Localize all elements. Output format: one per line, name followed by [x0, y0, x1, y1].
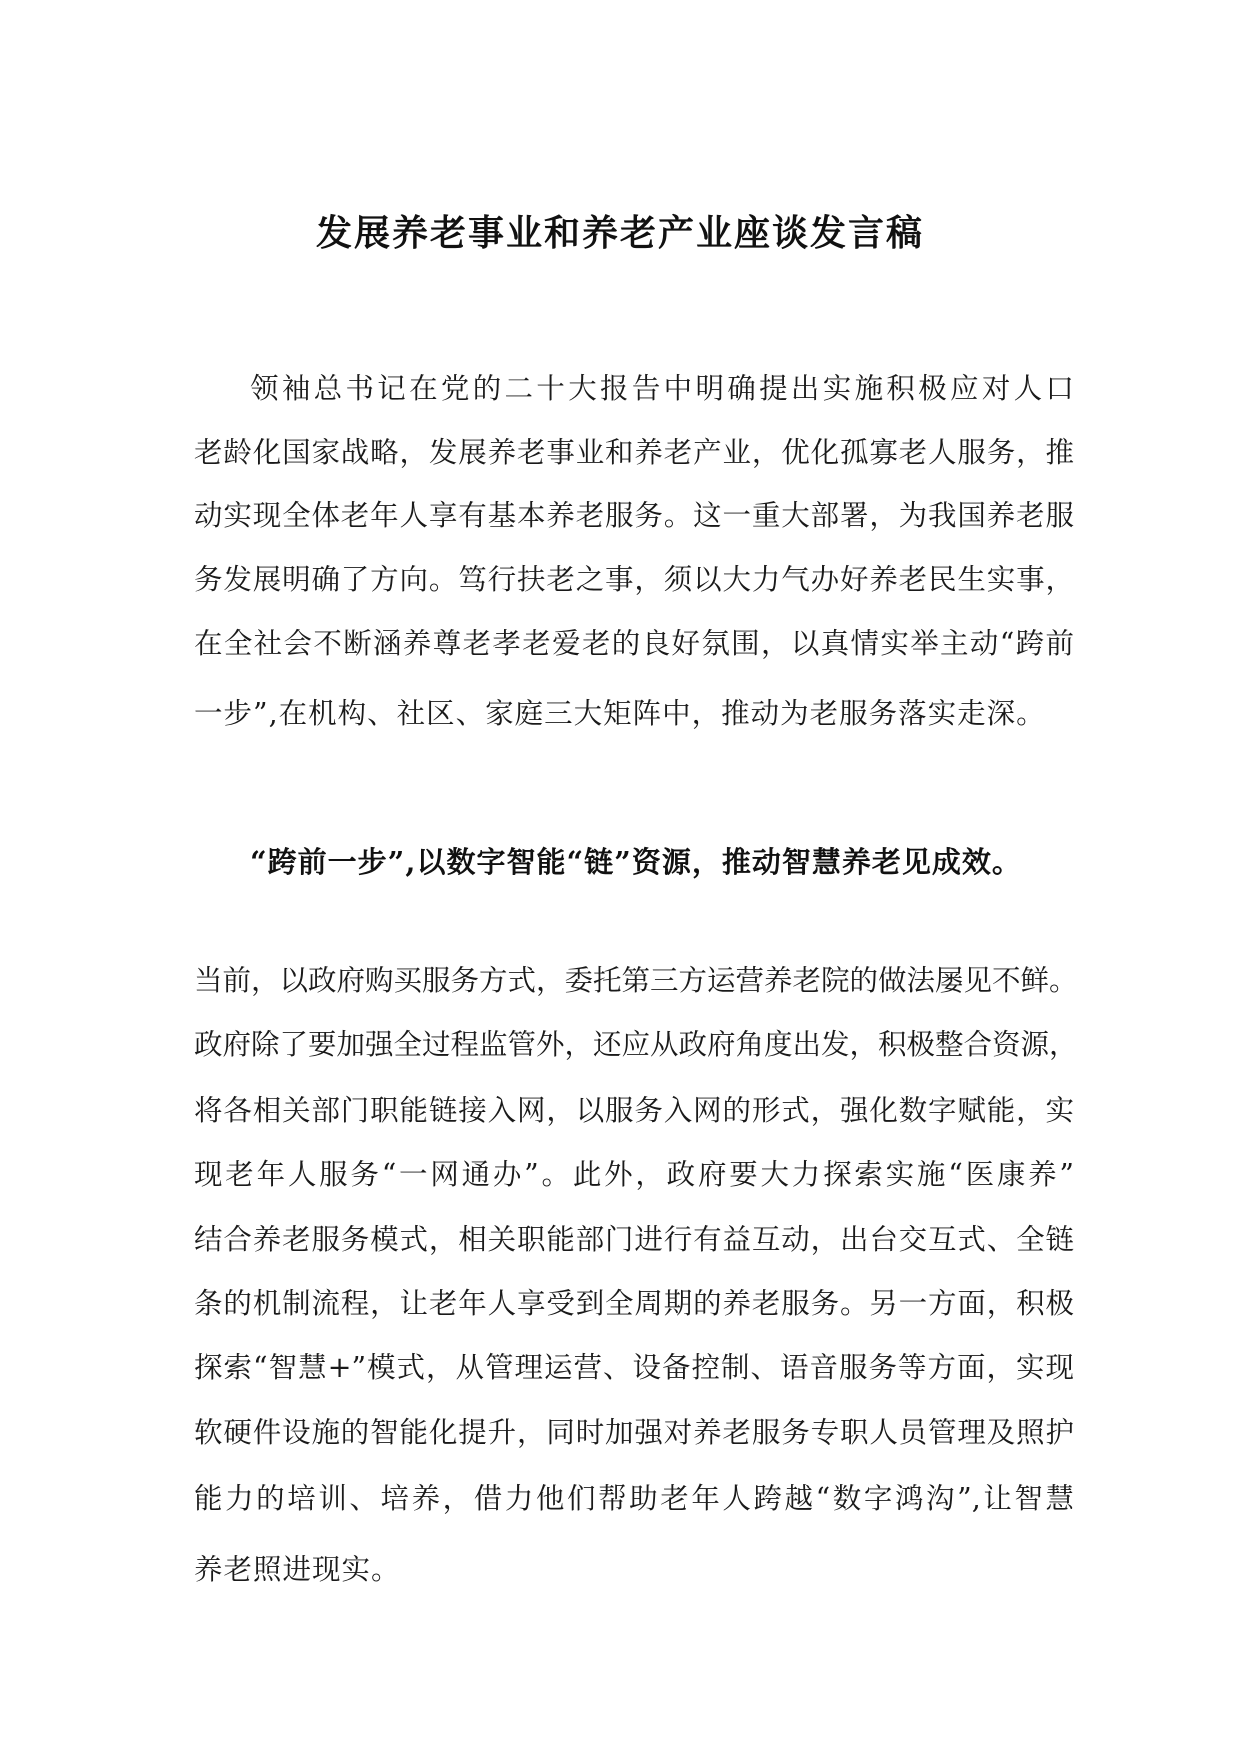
body-line: 当前，以政府购买服务方式，委托第三方运营养老院的做法屡见不鲜。	[194, 964, 1078, 997]
body-line: 探索“智慧+”模式，从管理运营、设备控制、语音服务等方面，实现	[194, 1351, 1074, 1384]
document-title: 发展养老事业和养老产业座谈发言稿	[315, 212, 924, 254]
body-line: 将各相关部门职能链接入网，以服务入网的形式，强化数字赋能，实	[194, 1094, 1074, 1127]
intro-line: 老龄化国家战略，发展养老事业和养老产业，优化孤寡老人服务，推	[194, 436, 1074, 469]
body-line: 现老年人服务“一网通办”。此外，政府要大力探索实施“医康养”	[194, 1158, 1074, 1191]
body-line: 软硬件设施的智能化提升，同时加强对养老服务专职人员管理及照护	[194, 1416, 1074, 1449]
body-line: 养老照进现实。	[194, 1553, 401, 1586]
body-line: 能力的培训、培养，借力他们帮助老年人跨越“数字鸿沟”,让智慧	[194, 1482, 1074, 1515]
section-heading: “跨前一步”,以数字智能“链”资源，推动智慧养老见成效。	[250, 845, 1022, 879]
intro-line: 动实现全体老年人享有基本养老服务。这一重大部署，为我国养老服	[194, 499, 1074, 532]
body-line: 结合养老服务模式，相关职能部门进行有益互动，出台交互式、全链	[194, 1223, 1074, 1256]
body-line: 条的机制流程，让老年人享受到全周期的养老服务。另一方面，积极	[194, 1287, 1074, 1320]
intro-line: 领袖总书记在党的二十大报告中明确提出实施积极应对人口	[250, 372, 1074, 405]
intro-line: 在全社会不断涵养尊老孝老爱老的良好氛围，以真情实举主动“跨前	[194, 627, 1074, 660]
body-line: 政府除了要加强全过程监管外，还应从政府角度出发，积极整合资源，	[194, 1028, 1078, 1061]
intro-line: 一步”,在机构、社区、家庭三大矩阵中，推动为老服务落实走深。	[194, 697, 1046, 730]
intro-line: 务发展明确了方向。笃行扶老之事，须以大力气办好养老民生实事，	[194, 563, 1074, 596]
